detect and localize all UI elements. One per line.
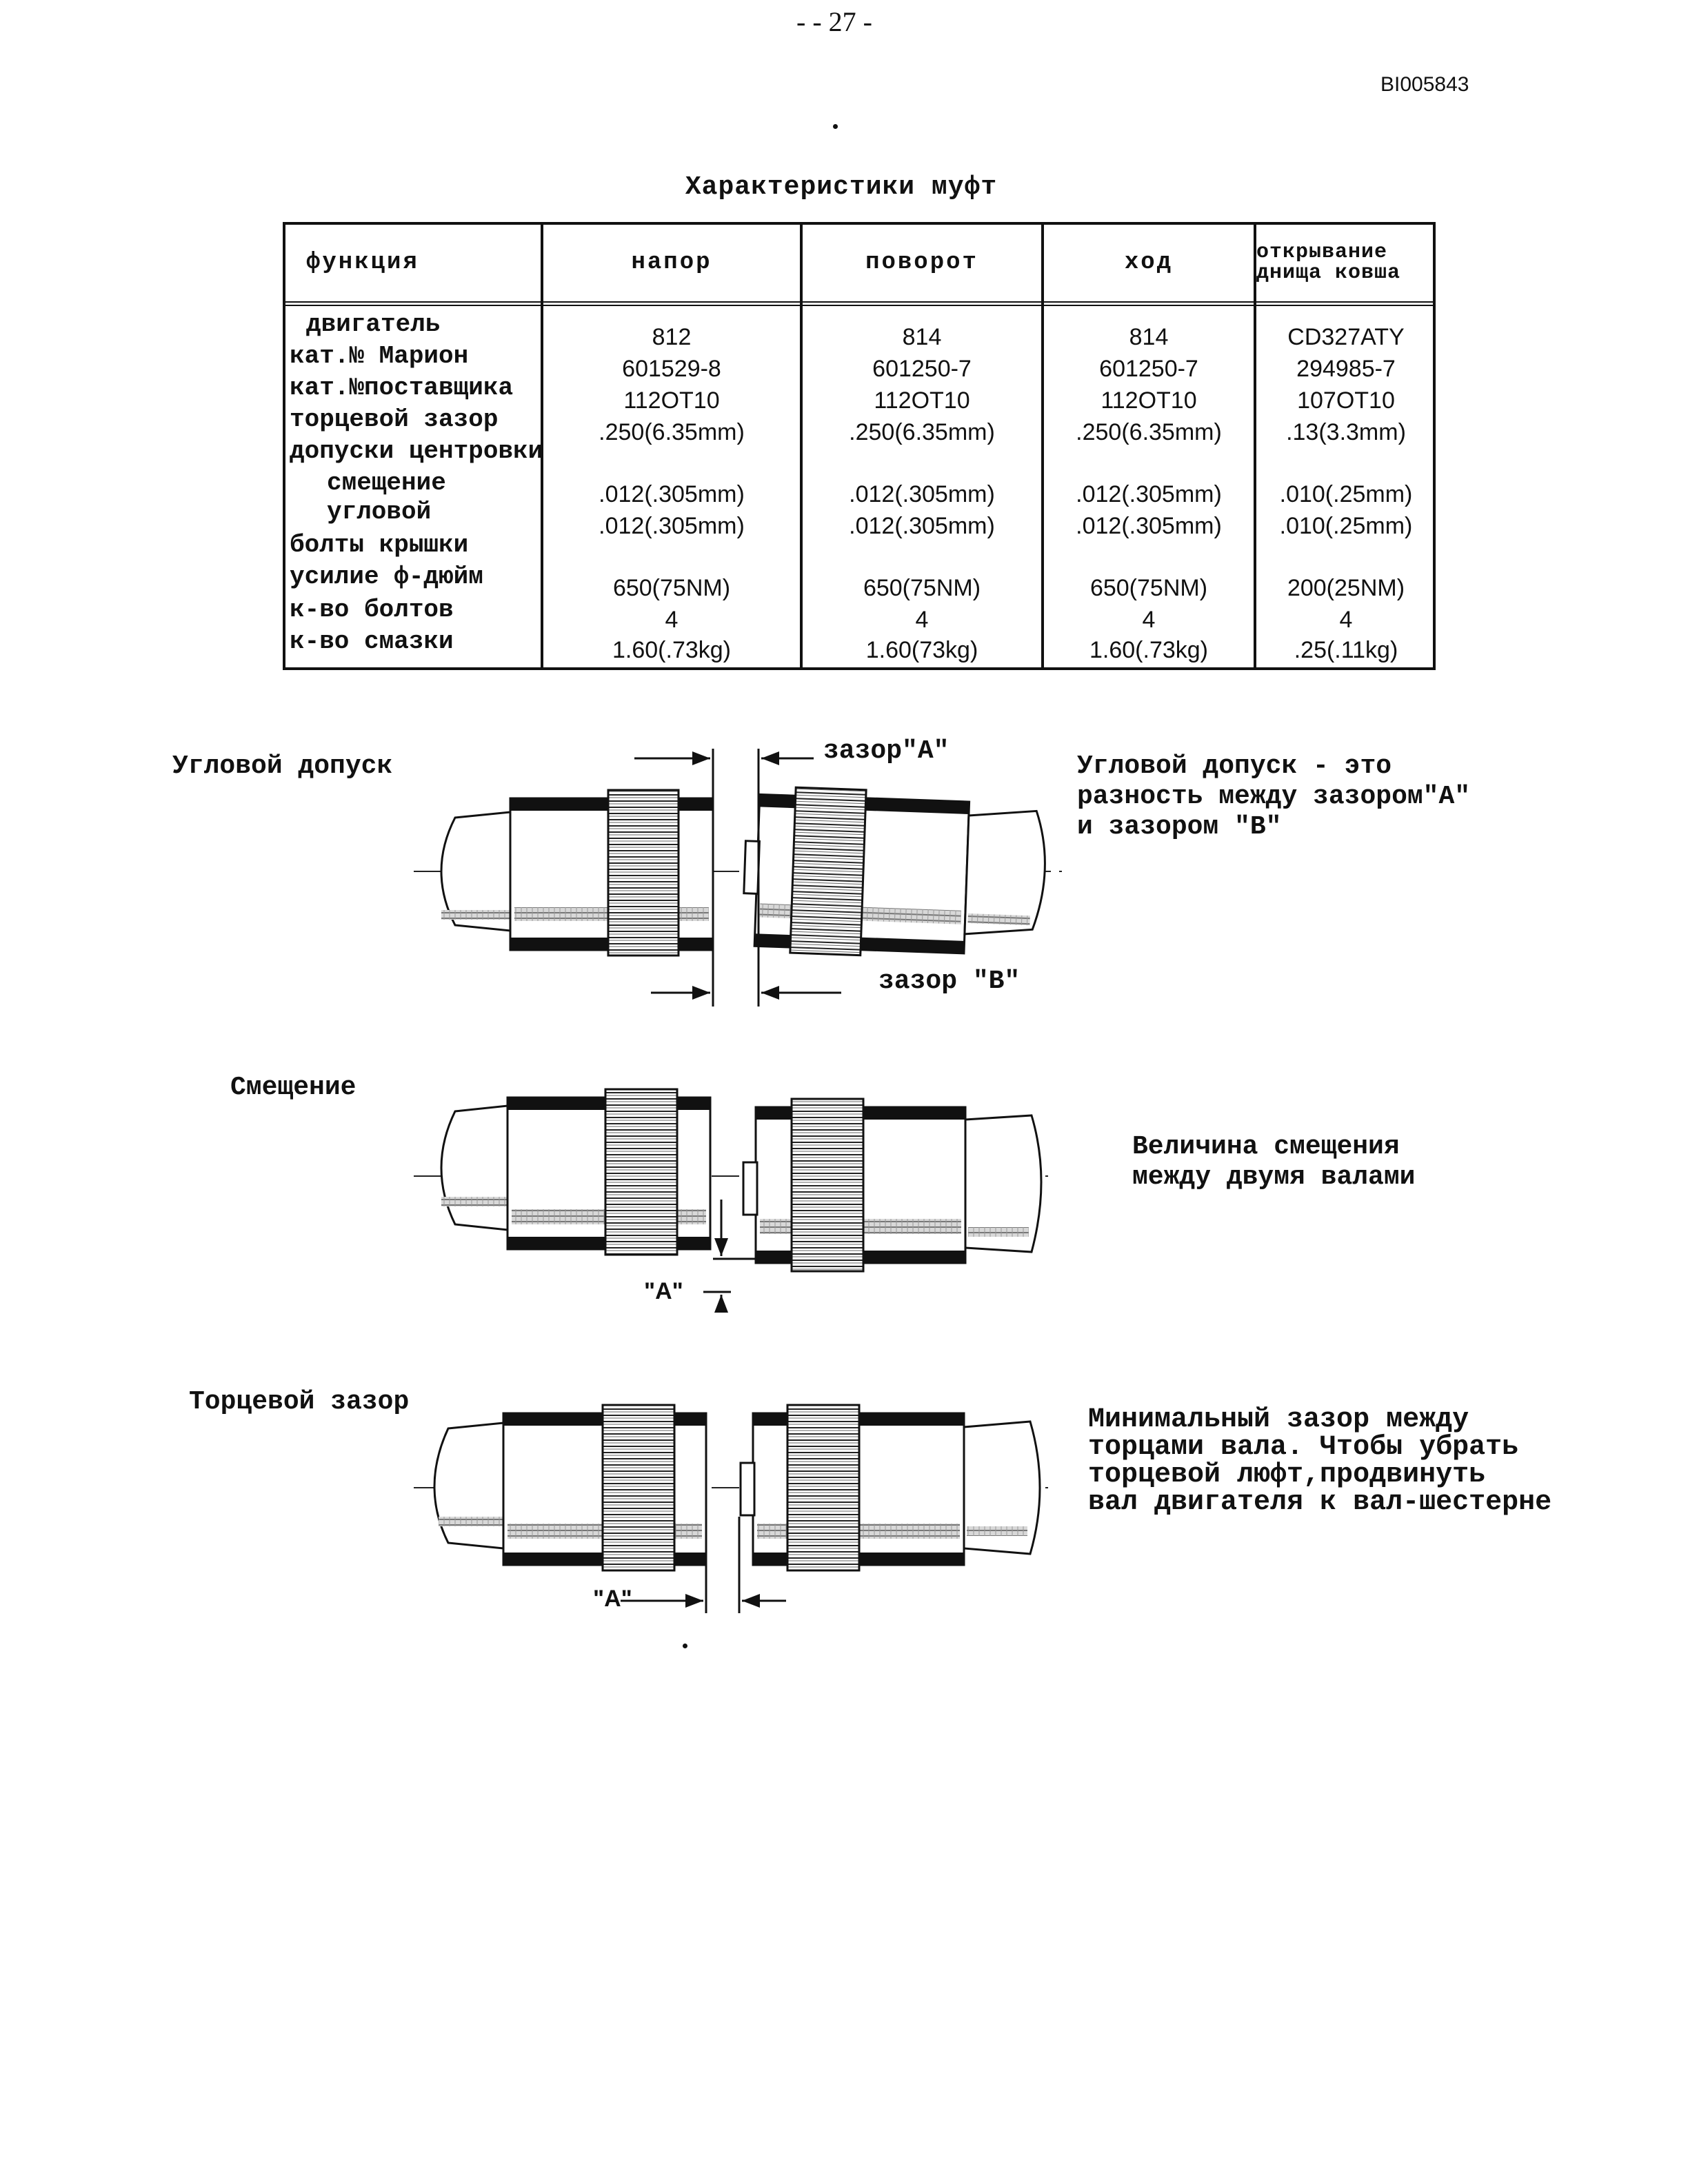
end-gap-section-label: Торцевой зазор — [189, 1387, 410, 1417]
table-cell: 1.60(73kg) — [865, 637, 978, 663]
gap-a-label: зазор"А" — [823, 736, 950, 766]
table-cell: 4 — [1142, 607, 1156, 633]
table-cell: 1.60(.73kg) — [612, 637, 731, 663]
offset-marker-label: "A" — [644, 1278, 683, 1304]
column-header-crowd: напор — [631, 250, 712, 276]
table-cell: 650(75NM) — [1089, 575, 1208, 601]
row-label-alignment: допуски центровки — [290, 437, 543, 465]
offset-section-label: Смещение — [230, 1073, 356, 1102]
table-cell: 601250-7 — [1099, 356, 1198, 382]
document-id: BI005843 — [1380, 73, 1469, 96]
table-cell: 112OT10 — [623, 387, 720, 414]
table-cell: .012(.305mm) — [1076, 481, 1222, 507]
table-cell: .25(.11kg) — [1294, 637, 1398, 663]
table-cell: .012(.305mm) — [599, 513, 745, 539]
column-header-swing: поворот — [865, 250, 978, 276]
row-label-marion-part: кат.№ Марион — [290, 342, 469, 370]
end-gap-description: Минимальный зазор между торцами вала. Чтобы убрать торцевой люфт,продвинуть вал двигателя к вал-шестерне — [1088, 1404, 1552, 1518]
table-cell: .012(.305mm) — [599, 481, 745, 507]
table-cell: .012(.305mm) — [1076, 513, 1222, 539]
table-title: Характеристики муфт — [685, 172, 998, 202]
table-cell: 812 — [652, 324, 692, 350]
table-cell: 814 — [1129, 324, 1169, 350]
row-label-motor: двигатель — [306, 310, 441, 338]
row-label-angular: угловой — [327, 498, 432, 526]
offset-misalignment-figure — [414, 1089, 1048, 1313]
table-cell: .250(6.35mm) — [1076, 419, 1222, 445]
table-cell: 1.60(.73kg) — [1089, 637, 1208, 663]
row-label-end-float: торцевой зазор — [290, 405, 499, 434]
table-cell: 4 — [915, 607, 929, 633]
table-cell: 601250-7 — [872, 356, 972, 382]
table-cell: .010(.25mm) — [1279, 513, 1413, 539]
table-cell: .012(.305mm) — [849, 481, 995, 507]
table-cell: 650(75NM) — [612, 575, 731, 601]
table-cell: 601529-8 — [622, 356, 721, 382]
angular-misalignment-figure — [414, 749, 1062, 1007]
table-cell: 294985-7 — [1296, 356, 1396, 382]
table-cell: 650(75NM) — [863, 575, 981, 601]
column-header-propel: ход — [1124, 250, 1174, 276]
column-header-dipper-trip: открывание днища ковша — [1256, 241, 1401, 285]
table-cell: 112OT10 — [1101, 387, 1197, 414]
table-cell: 4 — [665, 607, 679, 633]
table-cell: 112OT10 — [874, 387, 970, 414]
table-cell: .010(.25mm) — [1279, 481, 1413, 507]
table-cell: 4 — [1339, 607, 1353, 633]
angular-section-label: Угловой допуск — [172, 751, 393, 781]
row-label-torque: усилие ф-дюйм — [290, 563, 483, 591]
table-cell: 814 — [902, 324, 942, 350]
table-cell: 107OT10 — [1297, 387, 1395, 414]
offset-description: Величина смещения между двумя валами — [1132, 1132, 1416, 1192]
row-label-bolt-count: к-во болтов — [290, 596, 454, 624]
page-number: - - 27 - — [796, 6, 872, 37]
table-cell: .13(3.3mm) — [1286, 419, 1406, 445]
table-cell: .250(6.35mm) — [599, 419, 745, 445]
table-cell: CD327ATY — [1287, 324, 1405, 350]
angular-description: Угловой допуск - это разность между зазором"А" и зазором "В" — [1077, 751, 1471, 842]
gap-b-label: зазор "В" — [878, 967, 1021, 996]
table-cell: .250(6.35mm) — [849, 419, 995, 445]
end-float-figure — [414, 1405, 1048, 1613]
row-label-grease: к-во смазки — [290, 627, 454, 656]
row-label-cover-bolts: болты крышки — [290, 531, 469, 559]
row-label-offset: смещение — [327, 469, 446, 497]
table-cell: 200(25NM) — [1287, 575, 1405, 601]
end-gap-marker-label: "A" — [593, 1586, 632, 1612]
table-cell: .012(.305mm) — [849, 513, 995, 539]
column-header-function: функция — [306, 250, 419, 276]
row-label-vendor-part: кат.№поставщика — [290, 374, 514, 402]
